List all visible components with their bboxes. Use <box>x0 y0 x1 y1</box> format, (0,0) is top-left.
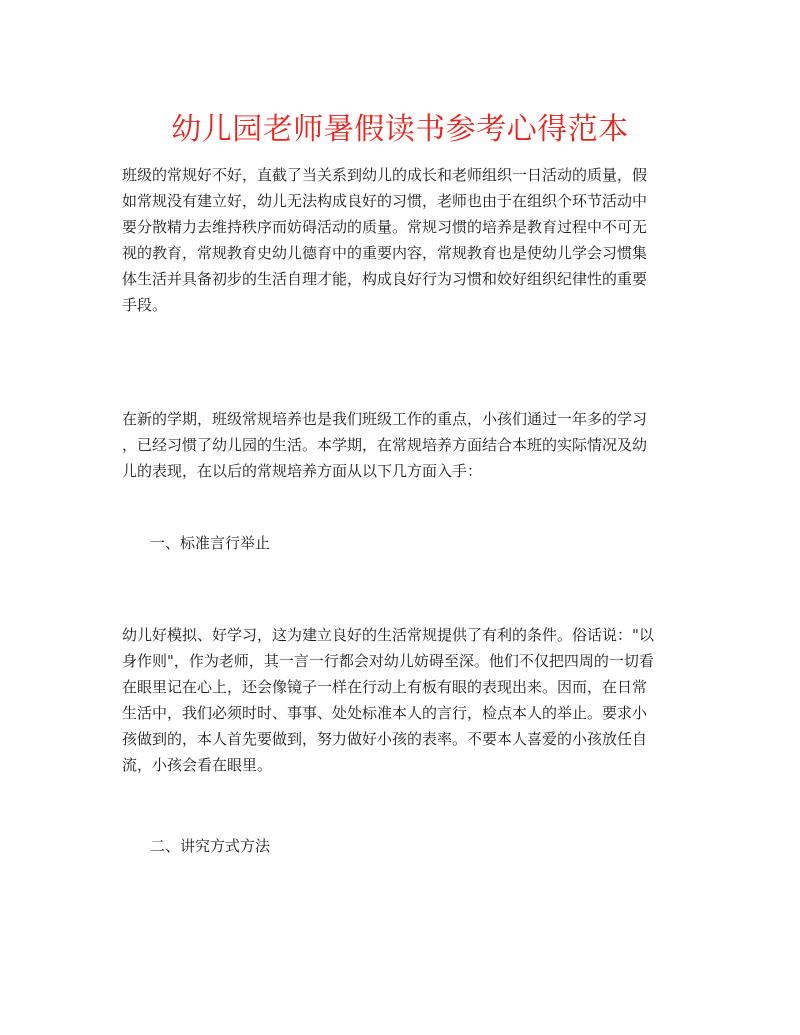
paragraph-line: 班级的常规好不好，直截了当关系到幼儿的成长和老师组织一日活动的质量，假 <box>122 166 648 184</box>
paragraph-line: 如常规没有建立好，幼儿无法构成良好的习惯，老师也由于在组织个环节活动中 <box>122 192 648 210</box>
paragraph-line: 体生活并具备初步的生活自理才能，构成良好行为习惯和姣好组织纪律性的重要 <box>122 270 648 288</box>
paragraph-line: ，已经习惯了幼儿园的生活。本学期，在常规培养方面结合本班的实际情况及幼 <box>122 436 648 454</box>
paragraph-line: 孩做到的，本人首先要做到，努力做好小孩的表率。不要本人喜爱的小孩放任自 <box>122 730 648 748</box>
paragraph-line: 流，小孩会看在眼里。 <box>122 756 273 774</box>
section-heading-1: 一、标准言行举止 <box>150 534 271 552</box>
paragraph-line: 视的教育，常规教育史幼儿德育中的重要内容，常规教育也是使幼儿学会习惯集 <box>122 244 648 262</box>
paragraph-line: 在新的学期，班级常规培养也是我们班级工作的重点，小孩们通过一年多的学习 <box>122 410 648 428</box>
paragraph-line: 手段。 <box>122 296 168 314</box>
paragraph-line: 要分散精力去维持秩序而妨碍活动的质量。常规习惯的培养是教育过程中不可无 <box>122 218 648 236</box>
paragraph-line: 幼儿好模拟、好学习，这为建立良好的生活常规提供了有利的条件。俗话说："以 <box>122 626 654 644</box>
paragraph-3 <box>122 622 680 778</box>
paragraph-2 <box>122 406 680 484</box>
paragraph-line: 身作则"，作为老师，其一言一行都会对幼儿妨碍至深。他们不仅把四周的一切看 <box>122 652 654 670</box>
paragraph-line: 在眼里记在心上，还会像镜子一样在行动上有板有眼的表现出来。因而，在日常 <box>122 678 648 696</box>
paragraph-line: 儿的表现，在以后的常规培养方面从以下几方面入手： <box>122 462 483 480</box>
document-title: 幼儿园老师暑假读书参考心得范本 <box>171 112 629 147</box>
section-heading-2: 二、讲究方式方法 <box>150 837 271 855</box>
paragraph-1 <box>122 162 680 318</box>
paragraph-line: 生活中，我们必须时时、事事、处处标准本人的言行，检点本人的举止。要求小 <box>122 704 648 722</box>
